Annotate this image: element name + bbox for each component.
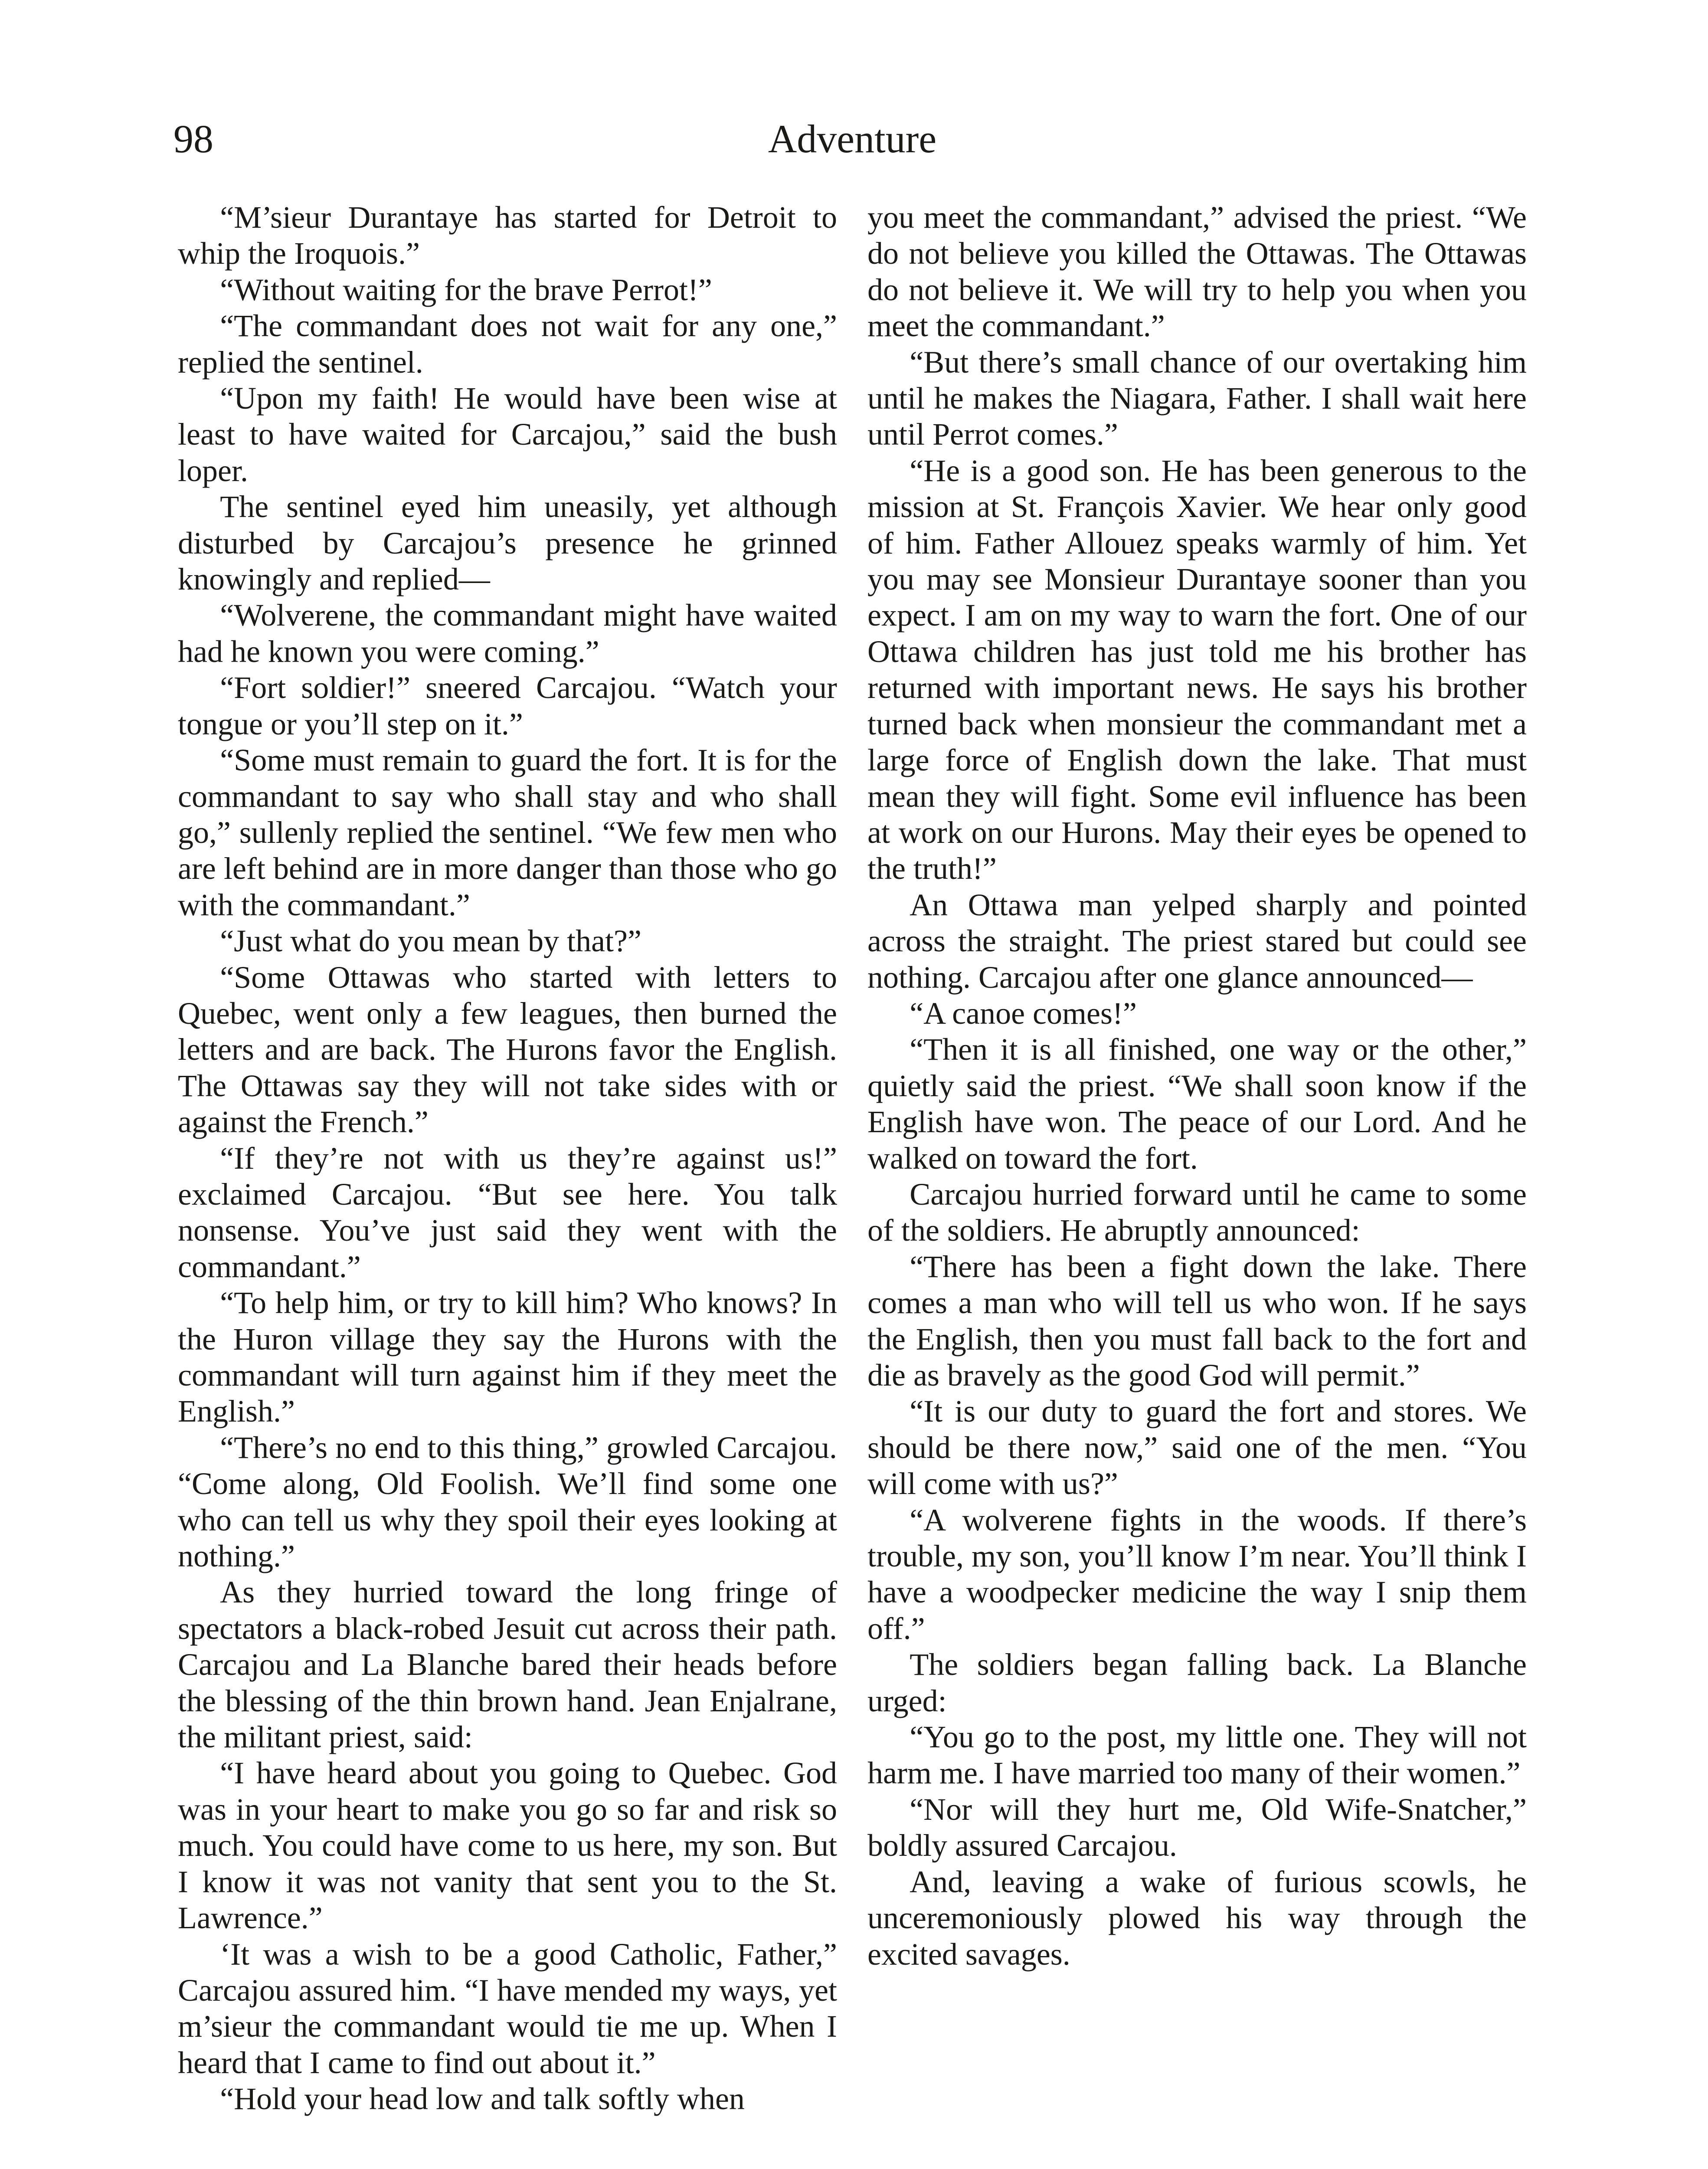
left-text-column (178, 200, 837, 2117)
paragraph: “A canoe comes!” (910, 996, 1137, 1031)
paragraph: “But there’s small chance of our overtaking him until he makes the Niagara, Father. I shall wait here until Perrot comes.” (867, 344, 1527, 452)
paragraph: An Ottawa man yelped sharply and pointed across the straight. The priest stared but could see nothing. Carcajou after one glance announced— (867, 887, 1527, 995)
paragraph: “Just what do you mean by that?” (220, 924, 641, 959)
page-number: 98 (173, 117, 213, 161)
paragraph: As they hurried toward the long fringe of spectators a black-robed Jesuit cut across their path. Carcajou and La Blanche bared their heads before the blessing of the thin brown hand. Jean Enjalrane, the militant priest, said: (178, 1575, 837, 1755)
paragraph: Carcajou hurried forward until he came to some of the soldiers. He abruptly announced: (867, 1176, 1527, 1248)
paragraph: And, leaving a wake of furious scowls, he unceremoniously plowed his way through the excited savages. (867, 1864, 1527, 1972)
paragraph: “You go to the post, my little one. They will not harm me. I have married too many of their women.” (867, 1720, 1527, 1791)
paragraph: “There has been a fight down the lake. There comes a man who will tell us who won. If he says the English, then you must fall back to the fort and die as bravely as the good God will permit.” (867, 1249, 1527, 1392)
paragraph: The soldiers began falling back. La Blanche urged: (867, 1647, 1527, 1718)
paragraph: “There’s no end to this thing,” growled Carcajou. “Come along, Old Foolish. We’ll find some one who can tell us why they spoil their eyes looking at nothing.” (178, 1430, 837, 1574)
paragraph: “The commandant does not wait for any one,” replied the sentinel. (178, 308, 837, 380)
paragraph: “M’sieur Durantaye has started for Detroit to whip the Iroquois.” (178, 200, 837, 271)
paragraph: “Nor will they hurt me, Old Wife-Snatcher,” boldly assured Carcajou. (867, 1792, 1527, 1863)
paragraph: “Wolverene, the commandant might have waited had he known you were coming.” (178, 598, 837, 669)
paragraph: “To help him, or try to kill him? Who knows? In the Huron village they say the Hurons with the commandant will turn against him if they meet the English.” (178, 1285, 837, 1429)
paragraph: ‘It was a wish to be a good Catholic, Father,” Carcajou assured him. “I have mended my ways, yet m’sieur the commandant would tie me up. When I heard that I came to find out about it.” (178, 1936, 837, 2080)
paragraph: “Some Ottawas who started with letters to Quebec, went only a few leagues, then burned the letters and are back. The Hurons favor the English. The Ottawas say they will not take sides with or against the French.” (178, 960, 837, 1140)
paragraph: you meet the commandant,” advised the priest. “We do not believe you killed the Ottawas. The Ottawas do not believe it. We will try to help you when you meet the commandant.” (867, 200, 1527, 344)
paragraph: “I have heard about you going to Quebec. God was in your heart to make you go so far and risk so much. You could have come to us here, my son. But I know it was not vanity that sent you to the St. Lawrence.” (178, 1756, 837, 1936)
paragraph: The sentinel eyed him uneasily, yet although disturbed by Carcajou’s presence he grinned knowingly and replied— (178, 489, 837, 597)
paragraph: “A wolverene fights in the woods. If there’s trouble, my son, you’ll know I’m near. You’ll think I have a woodpecker medicine the way I snip them off.” (867, 1502, 1527, 1646)
right-text-column (867, 200, 1527, 1972)
paragraph: “Without waiting for the brave Perrot!” (220, 272, 712, 307)
running-title: Adventure (768, 117, 937, 161)
paragraph: “If they’re not with us they’re against us!” exclaimed Carcajou. “But see here. You talk nonsense. You’ve just said they went with the commandant.” (178, 1140, 837, 1284)
paragraph: “Upon my faith! He would have been wise at least to have waited for Carcajou,” said the bush loper. (178, 381, 837, 488)
page-header (173, 111, 1531, 171)
paragraph: “Hold your head low and talk softly when (220, 2081, 745, 2117)
paragraph: “Then it is all finished, one way or the other,” quietly said the priest. “We shall soon know if the English have won. The peace of our Lord. And he walked on toward the fort. (867, 1032, 1527, 1176)
paragraph: “He is a good son. He has been generous to the mission at St. François Xavier. We hear only good of him. Father Allouez speaks warmly of him. Yet you may see Monsieur Durantaye sooner than you expect. I am on my way to warn the fort. One of our Ottawa children has just told me his brother has returned with important news. He says his brother turned back when monsieur the commandant met a large force of English down the lake. That must mean they will fight. Some evil influence has been at work on our Hurons. May their eyes be opened to the truth!” (867, 453, 1527, 886)
paragraph: “It is our duty to guard the fort and stores. We should be there now,” said one of the men. “You will come with us?” (867, 1394, 1527, 1501)
paragraph: “Some must remain to guard the fort. It is for the commandant to say who shall stay and who shall go,” sullenly replied the sentinel. “We few men who are left behind are in more danger than those who go with the commandant.” (178, 743, 837, 922)
paragraph: “Fort soldier!” sneered Carcajou. “Watch your tongue or you’ll step on it.” (178, 670, 837, 741)
